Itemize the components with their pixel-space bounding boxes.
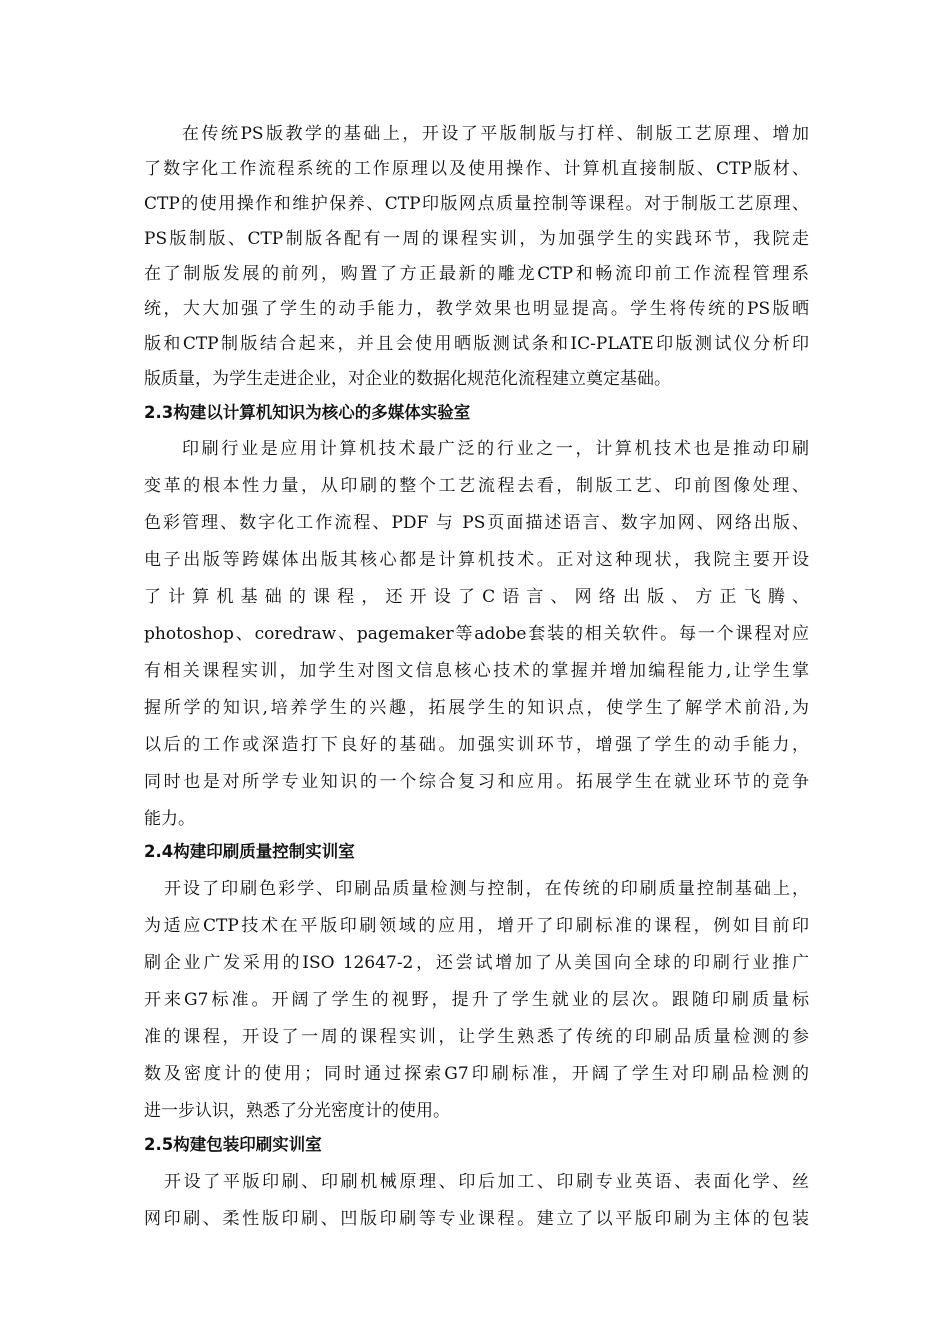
paragraph-line: 握所学的知识,培养学生的兴趣，拓展学生的知识点，使学生了解学术前沿,为 xyxy=(144,698,809,718)
paragraph-line: 有相关课程实训，加学生对图文信息核心技术的掌握并增加编程能力,让学生掌 xyxy=(144,661,809,681)
paragraph-line: 在传统PS版教学的基础上，开设了平版制版与打样、制版工艺原理、增加 xyxy=(182,124,809,144)
paragraph-line: 版和CTP制版结合起来，并且会使用晒版测试条和IC-PLATE印版测试仪分析印 xyxy=(144,334,809,354)
paragraph-line: photoshop、coredraw、pagemaker等adobe套装的相关软件。每一个课程对应 xyxy=(144,624,809,644)
paragraph-line: 变革的根本性力量，从印刷的整个工艺流程去看，制版工艺、印前图像处理、 xyxy=(144,476,809,496)
paragraph-line: 网印刷、柔性版印刷、凹版印刷等专业课程。建立了以平版印刷为主体的包装 xyxy=(144,1209,809,1229)
paragraph-line: 准的课程，开设了一周的课程实训，让学生熟悉了传统的印刷品质量检测的参 xyxy=(144,1027,809,1047)
paragraph-line: 开来G7标准。开阔了学生的视野，提升了学生就业的层次。跟随印刷质量标 xyxy=(144,990,809,1010)
paragraph-line: 同时也是对所学专业知识的一个综合复习和应用。拓展学生在就业环节的竞争 xyxy=(144,772,809,792)
paragraph-line: 版质量，为学生走进企业，对企业的数据化规范化流程建立奠定基础。 xyxy=(144,369,671,389)
paragraph-line: 了数字化工作流程系统的工作原理以及使用操作、计算机直接制版、CTP版材、 xyxy=(144,159,809,179)
paragraph-line: 了计算机基础的课程，还开设了C语言、网络出版、方正飞腾、 xyxy=(144,587,809,607)
paragraph-line: PS版制版、CTP制版各配有一周的课程实训，为加强学生的实践环节，我院走 xyxy=(144,229,809,249)
section-heading: 2.5构建包装印刷实训室 xyxy=(144,1135,322,1154)
paragraph-line: 以后的工作或深造打下良好的基础。加强实训环节，增强了学生的动手能力， xyxy=(144,735,809,755)
paragraph-line: 统，大大加强了学生的动手能力，教学效果也明显提高。学生将传统的PS版晒 xyxy=(144,299,809,319)
paragraph-line: 刷企业广发采用的ISO 12647-2，还尝试增加了从美国向全球的印刷行业推广 xyxy=(144,953,809,973)
paragraph-line: CTP的使用操作和维护保养、CTP印版网点质量控制等课程。对于制版工艺原理、 xyxy=(144,194,809,214)
paragraph-line: 印刷行业是应用计算机技术最广泛的行业之一，计算机技术也是推动印刷 xyxy=(182,439,809,459)
paragraph-line: 为适应CTP技术在平版印刷领域的应用，增开了印刷标准的课程，例如目前印 xyxy=(144,916,809,936)
section-heading: 2.3构建以计算机知识为核心的多媒体实验室 xyxy=(144,403,471,422)
paragraph-line: 开设了印刷色彩学、印刷品质量检测与控制，在传统的印刷质量控制基础上， xyxy=(164,879,809,899)
paragraph-line: 电子出版等跨媒体出版其核心都是计算机技术。正对这种现状，我院主要开设 xyxy=(144,550,809,570)
paragraph-line: 开设了平版印刷、印刷机械原理、印后加工、印刷专业英语、表面化学、丝 xyxy=(164,1172,809,1192)
paragraph-line: 能力。 xyxy=(144,809,195,829)
section-heading: 2.4构建印刷质量控制实训室 xyxy=(144,842,355,861)
paragraph-line: 进一步认识，熟悉了分光密度计的使用。 xyxy=(144,1101,450,1121)
paragraph-line: 数及密度计的使用；同时通过探索G7印刷标准，开阔了学生对印刷品检测的 xyxy=(144,1064,809,1084)
paragraph-line: 色彩管理、数字化工作流程、PDF 与 PS页面描述语言、数字加网、网络出版、 xyxy=(144,513,809,533)
paragraph-line: 在了制版发展的前列，购置了方正最新的雕龙CTP和畅流印前工作流程管理系 xyxy=(144,264,809,284)
